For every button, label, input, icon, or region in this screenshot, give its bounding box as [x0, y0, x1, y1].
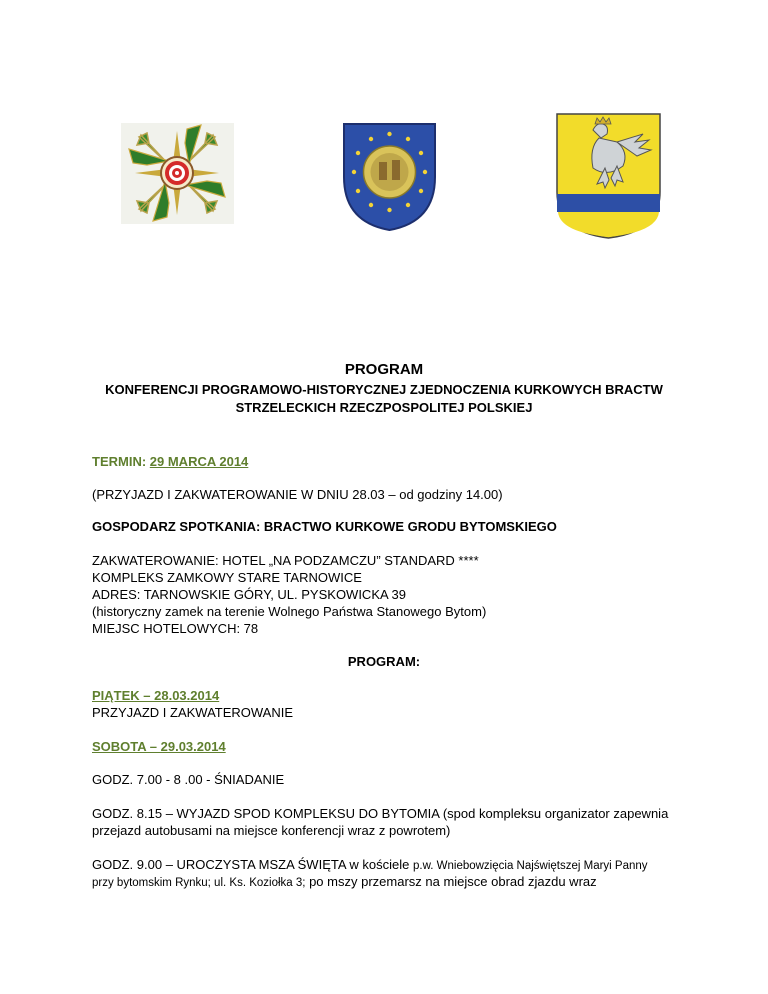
page-title: PROGRAM: [344, 361, 424, 378]
accommodation-line: ZAKWATEROWANIE: HOTEL „NA PODZAMCZU” STANDARD ****: [92, 553, 479, 568]
subtitle-line-1: KONFERENCJI PROGRAMOWO-HISTORYCZNEJ ZJEDNOCZENIA KURKOWYCH BRACTW: [105, 382, 663, 397]
program-heading: PROGRAM:: [347, 654, 421, 669]
friday-item: PRZYJAZD I ZAKWATEROWANIE: [92, 705, 294, 720]
eagle-coat-of-arms-logo: [555, 112, 662, 240]
termin-date: 29 MARCA 2014: [149, 454, 249, 469]
eu-circle-crest-logo: [342, 122, 437, 232]
eagle-shield-icon: [555, 112, 662, 240]
termin-label: TERMIN:: [92, 454, 150, 469]
star-emblem-logo: [121, 123, 234, 224]
march-text: po mszy przemarsz na miejsce obrad zjazdu wraz: [305, 874, 597, 889]
accommodation-line: MIEJSC HOTELOWYCH: 78: [92, 621, 259, 636]
star-emblem-icon: [121, 123, 234, 224]
subtitle-line-2: STRZELECKICH RZECZPOSPOLITEJ POLSKIEJ: [235, 400, 533, 415]
church-name: p.w. Wniebowzięcia Najświętszej Maryi Panny: [412, 860, 648, 872]
mass-text: GODZ. 9.00 – UROCZYSTA MSZA ŚWIĘTA w kościele: [92, 857, 413, 872]
saturday-item: przejazd autobusami na miejsce konferencji wraz z powrotem): [92, 823, 451, 838]
saturday-item: GODZ. 8.15 – WYJAZD SPOD KOMPLEKSU DO BYTOMIA (spod kompleksu organizator zapewnia: [92, 806, 669, 821]
friday-label: PIĄTEK – 28.03.2014: [92, 688, 220, 703]
arrival-note: (PRZYJAZD I ZAKWATEROWANIE W DNIU 28.03 – od godziny 14.00): [92, 487, 503, 502]
saturday-item: GODZ. 7.00 - 8 .00 - ŚNIADANIE: [92, 772, 285, 787]
saturday-item: [92, 874, 597, 891]
church-address: przy bytomskim Rynku; ul. Ks. Koziołka 3;: [92, 877, 306, 889]
accommodation-line: (historyczny zamek na terenie Wolnego Państwa Stanowego Bytom): [92, 604, 487, 619]
saturday-label: SOBOTA – 29.03.2014: [92, 739, 226, 754]
host-line: GOSPODARZ SPOTKANIA: BRACTWO KURKOWE GRODU BYTOMSKIEGO: [92, 519, 557, 534]
accommodation-line: ADRES: TARNOWSKIE GÓRY, UL. PYSKOWICKA 39: [92, 587, 407, 602]
crest-shield-icon: [342, 122, 437, 232]
termin-line: [92, 454, 248, 470]
accommodation-line: KOMPLEKS ZAMKOWY STARE TARNOWICE: [92, 570, 362, 585]
saturday-item: [92, 857, 648, 874]
